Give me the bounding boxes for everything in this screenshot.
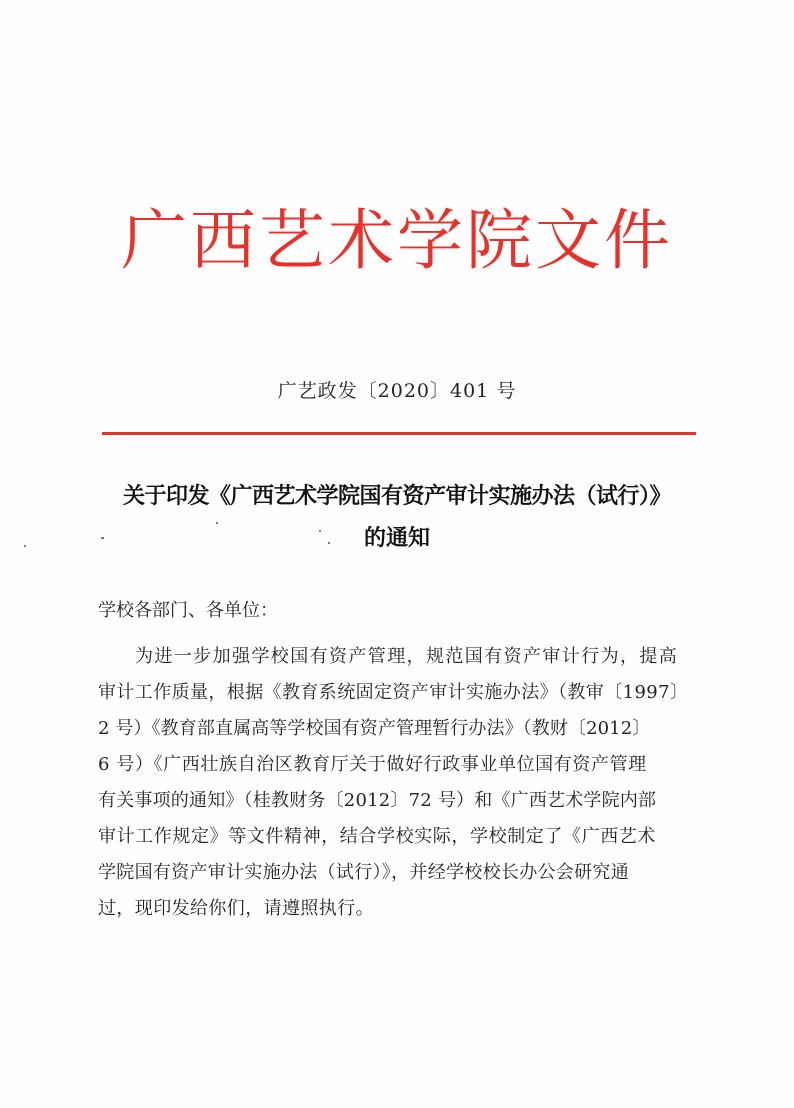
masthead-title: 广西艺术学院文件 bbox=[121, 202, 673, 279]
document-number: 广艺政发〔2020〕401 号 bbox=[277, 380, 517, 402]
body-line: 有关事项的通知》（桂教财务〔2012〕72 号）和《广西艺术学院内部 bbox=[98, 790, 657, 811]
scan-speck bbox=[24, 545, 26, 547]
body-line: 为进一步加强学校国有资产管理，规范国有资产审计行为，提高 bbox=[135, 646, 679, 667]
scan-speck bbox=[328, 542, 330, 544]
body-line: 审计工作质量，根据《教育系统固定资产审计实施办法》（教审〔1997〕 bbox=[98, 682, 689, 703]
body-line: 过，现印发给你们，请遵照执行。 bbox=[98, 898, 374, 919]
scan-speck bbox=[101, 537, 104, 539]
scan-speck bbox=[319, 530, 321, 532]
body-line: 学院国有资产审计实施办法（试行）》，并经学校校长办公会研究通 bbox=[98, 862, 629, 883]
notice-title-line-2: 的通知 bbox=[363, 526, 430, 551]
notice-title-line-1: 关于印发《广西艺术学院国有资产审计实施办法（试行）》 bbox=[122, 484, 671, 509]
body-line: 6 号）《广西壮族自治区教育厅关于做好行政事业单位国有资产管理 bbox=[98, 754, 647, 775]
salutation: 学校各部门、各单位： bbox=[98, 600, 278, 621]
scan-speck bbox=[216, 522, 218, 524]
body-line: 2 号）《教育部直属高等学校国有资产管理暂行办法》（教财〔2012〕 bbox=[98, 718, 651, 739]
red-divider-line bbox=[102, 432, 696, 435]
body-line: 审计工作规定》等文件精神，结合学校实际，学校制定了《广西艺术 bbox=[98, 826, 656, 847]
